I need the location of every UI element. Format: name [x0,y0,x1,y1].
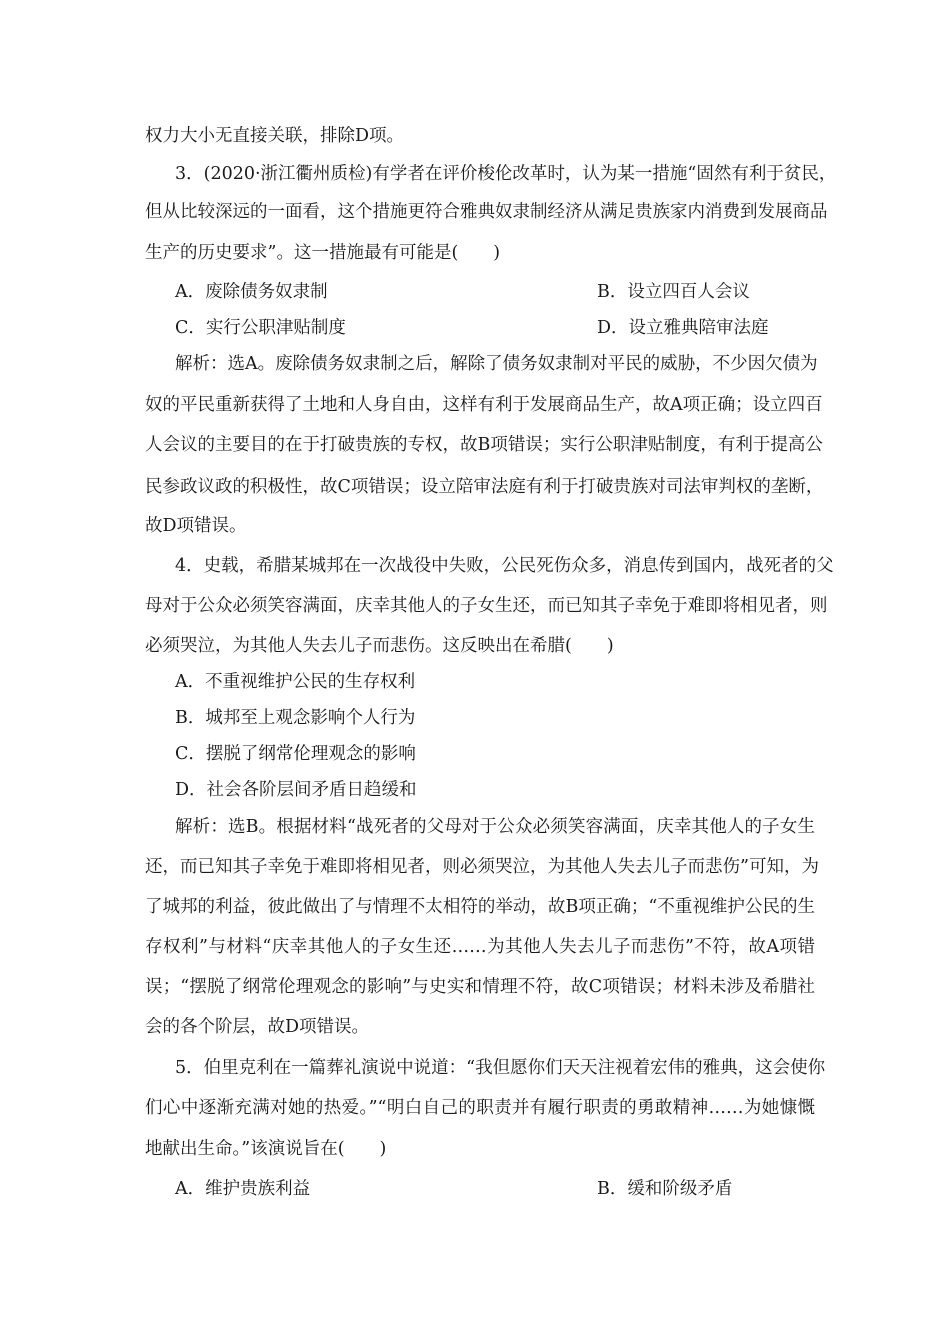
question-5-stem: 们心中逐渐充满对她的热爱。”“明白自己的职责并有履行职责的勇敢精神……为她慷慨 [145,1098,815,1118]
question-5-stem: 地献出生命。”该演说旨在( ) [145,1139,387,1159]
question-4-analysis: 会的各个阶层，故D项错误。 [145,1017,370,1037]
question-3-stem: 生产的历史要求”。这一措施最有可能是( ) [145,243,501,263]
question-5-option-b: B．缓和阶级矛盾 [597,1179,733,1199]
question-4-option-b: B．城邦至上观念影响个人行为 [175,708,416,728]
question-4-option-c: C．摆脱了纲常伦理观念的影响 [175,744,416,764]
question-4-analysis: 了城邦的利益，彼此做出了与情理不太相符的举动，故B项正确；“不重视维护公民的生 [145,897,815,917]
question-3-option-b: B．设立四百人会议 [597,282,750,302]
question-5-stem: 5．伯里克利在一篇葬礼演说中说道：“我但愿你们天天注视着宏伟的雅典，这会使你 [175,1058,826,1078]
question-3-analysis: 民参政议政的积极性，故C项错误；设立陪审法庭有利于打破贵族对司法审判权的垄断， [145,477,824,497]
question-4-stem: 母对于公众必须笑容满面，庆幸其他人的子女生还，而已知其子幸免于难即将相见者，则 [145,596,828,616]
question-3-stem: 但从比较深远的一面看，这个措施更符合雅典奴隶制经济从满足贵族家内消费到发展商品 [145,202,828,222]
question-3-option-d: D．设立雅典陪审法庭 [597,318,769,338]
question-3-option-a: A．废除债务奴隶制 [175,282,328,302]
question-3-analysis: 奴的平民重新获得了土地和人身自由，这样有利于发展商品生产，故A项正确；设立四百 [145,395,823,415]
question-4-analysis: 存权利”与材料“庆幸其他人的子女生还……为其他人失去儿子而悲伤”不符，故A项错 [145,937,815,957]
question-3-analysis: 解析：选A。废除债务奴隶制之后，解除了债务奴隶制对平民的威胁，不少因欠债为 [175,354,818,374]
question-4-analysis: 误；“摆脱了纲常伦理观念的影响”与史实和情理不符，故C项错误；材料未涉及希腊社 [145,977,815,997]
question-3-analysis: 人会议的主要目的在于打破贵族的专权，故B项错误；实行公职津贴制度，有利于提高公 [145,435,823,455]
question-3-option-c: C．实行公职津贴制度 [175,318,346,338]
question-4-analysis: 还，而已知其子幸免于难即将相见者，则必须哭泣，为其他人失去儿子而悲伤”可知，为 [145,857,819,877]
question-4-analysis: 解析：选B。根据材料“战死者的父母对于公众必须笑容满面，庆幸其他人的子女生 [175,817,815,837]
question-4-option-a: A．不重视维护公民的生存权利 [175,672,416,692]
question-5-option-a: A．维护贵族利益 [175,1179,311,1199]
question-3-stem: 3．(2020·浙江衢州质检)有学者在评价梭伦改革时，认为某一措施“固然有利于贫民， [175,164,837,184]
question-3-analysis: 故D项错误。 [145,516,247,536]
paragraph-line: 权力大小无直接关联，排除D项。 [145,126,405,146]
question-4-option-d: D．社会各阶层间矛盾日趋缓和 [175,780,417,800]
question-4-stem: 必须哭泣，为其他人失去儿子而悲伤。这反映出在希腊( ) [145,636,614,656]
question-4-stem: 4．史载，希腊某城邦在一次战役中失败，公民死伤众多，消息传到国内，战死者的父 [175,556,834,576]
